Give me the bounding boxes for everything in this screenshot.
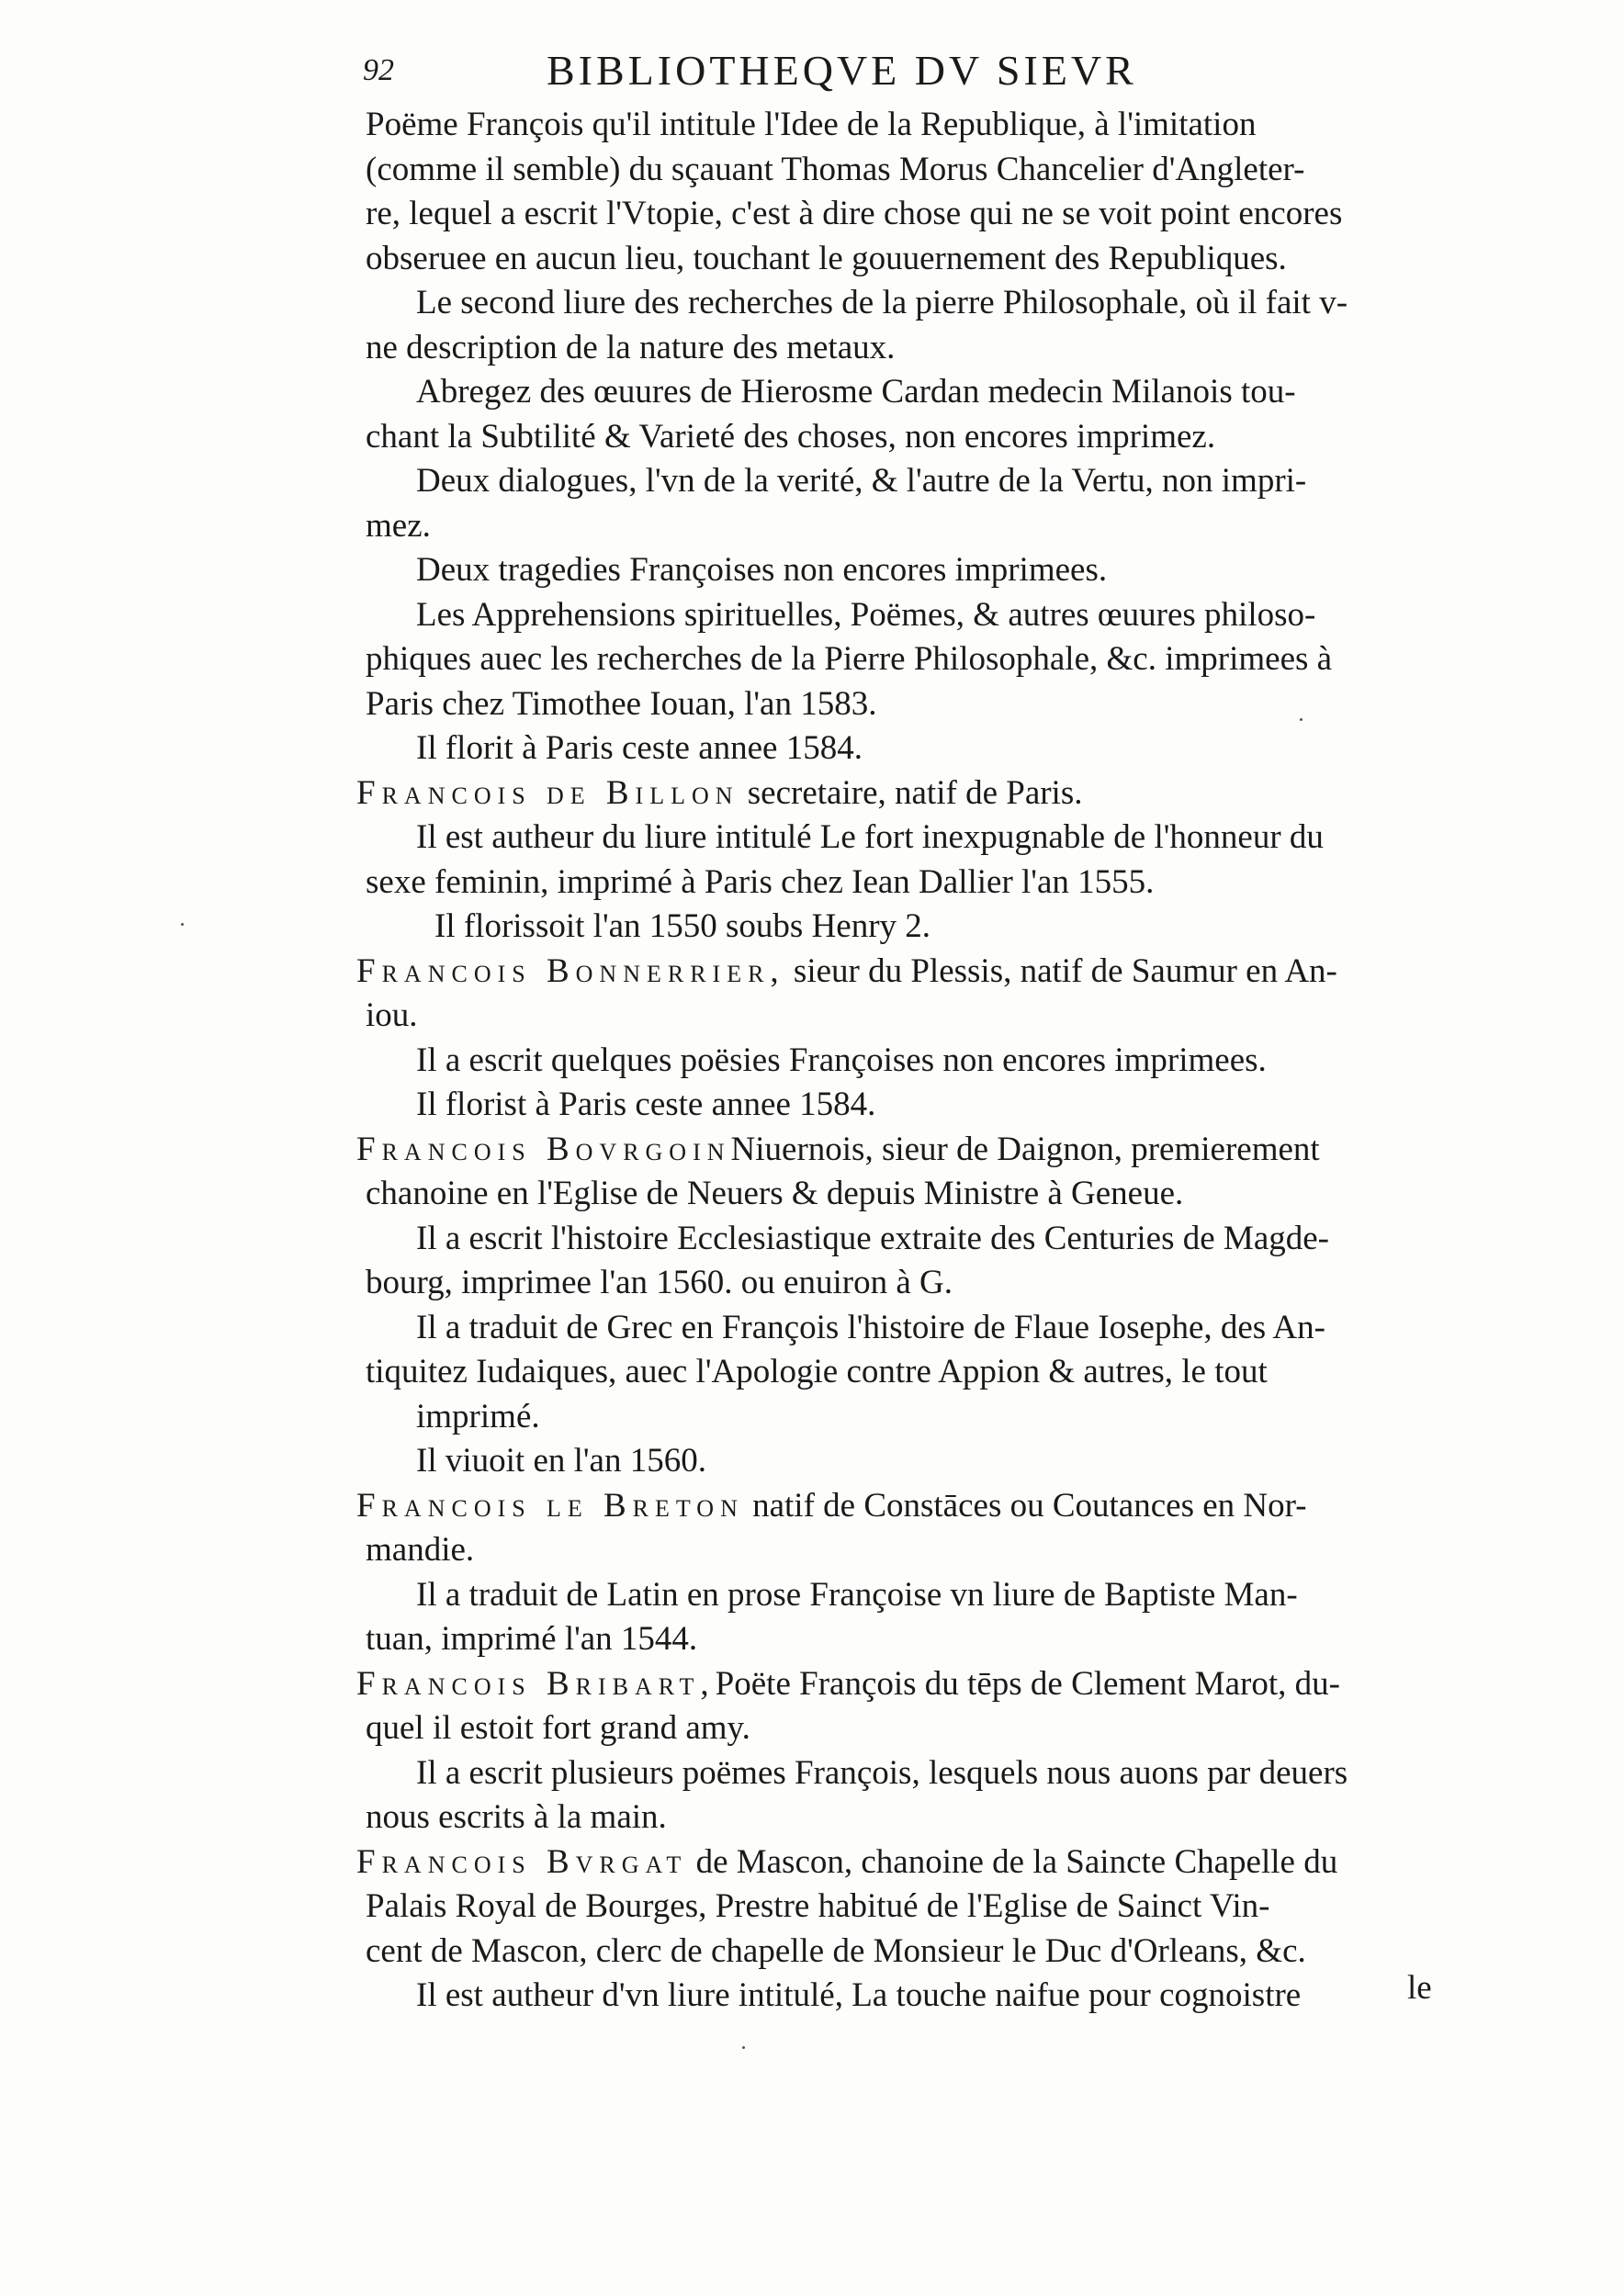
text-line: chant la Subtilité & Varieté des choses, non encores imprimez. <box>366 417 1216 456</box>
author-name: Francois Bribart, <box>356 1664 716 1703</box>
ink-speck <box>181 923 184 926</box>
entry-heading <box>356 771 1433 816</box>
text-line: Il est autheur du liure intitulé Le fort inexpugnable de l'honneur du <box>416 818 1324 856</box>
text-line: Il a traduit de Grec en François l'histoire de Flaue Iosephe, des An- <box>416 1308 1325 1346</box>
text-line: re, lequel a escrit l'Vtopie, c'est à dire chose qui ne se voit point encores <box>366 195 1343 232</box>
entry-heading <box>356 1840 1433 1885</box>
text-line: Les Apprehensions spirituelles, Poëmes, & autres œuures philoso- <box>416 595 1316 634</box>
text-line: Deux dialogues, l'vn de la verité, & l'autre de la Vertu, non impri- <box>416 462 1307 500</box>
text-line: mez. <box>366 506 431 545</box>
running-title: BIBLIOTHEQVE DV SIEVR <box>547 47 1137 94</box>
text-line: Il florist à Paris ceste annee 1584. <box>416 1086 876 1123</box>
text-line: Il a traduit de Latin en prose Françoise vn liure de Baptiste Man- <box>416 1575 1298 1614</box>
author-detail: natif de Saumur en An- <box>1020 951 1337 990</box>
text-line: Il viuoit en l'an 1560. <box>416 1442 706 1480</box>
page-header <box>363 46 1281 101</box>
text-line: cent de Mascon, clerc de chapelle de Monsieur le Duc d'Orleans, &c. <box>366 1931 1306 1970</box>
text-line: Poëme François qu'il intitule l'Idee de la Republique, à l'imitation <box>366 106 1257 143</box>
text-line: iou. <box>366 996 418 1034</box>
author-name: Francois Bovrgoin <box>356 1130 731 1168</box>
text-line: obseruee en aucun lieu, touchant le gouuernement des Republiques. <box>366 239 1287 277</box>
ink-speck <box>742 2046 745 2049</box>
text-line: tuan, imprimé l'an 1544. <box>366 1620 698 1658</box>
text-line: Il a escrit l'histoire Ecclesiastique extraite des Centuries de Magde- <box>416 1219 1329 1257</box>
text-line: quel il estoit fort grand amy. <box>366 1709 750 1747</box>
text-line: Il florissoit l'an 1550 soubs Henry 2. <box>434 907 931 945</box>
text-line: imprimé. <box>416 1397 540 1435</box>
text-line: phiques auec les recherches de la Pierre Philosophale, &c. imprimees à <box>366 640 1333 678</box>
entry-heading <box>356 1128 1433 1173</box>
text-line: Il est autheur d'vn liure intitulé, La touche naifue pour cognoistre <box>416 1976 1302 2014</box>
text-line: Paris chez Timothee Iouan, l'an 1583. <box>366 684 877 723</box>
author-name: Francois Bvrgat <box>356 1842 688 1881</box>
author-detail: sieur du Plessis, <box>784 951 1021 990</box>
author-detail: Poëte François du tēps de Clement Marot, du- <box>715 1664 1340 1703</box>
author-name: Francois Bonnerrier, <box>356 951 785 990</box>
text-line: Il a escrit plusieurs poëmes François, lesquels nous auons par deuers <box>416 1753 1348 1792</box>
entry-heading <box>356 1662 1433 1707</box>
text-line: bourg, imprimee l'an 1560. ou enuiron à G. <box>366 1264 953 1301</box>
author-detail: Niuernois, sieur de Daignon, premierement <box>730 1130 1320 1168</box>
text-line: tiquitez Iudaiques, auec l'Apologie contre Appion & autres, le tout <box>366 1353 1268 1390</box>
text-line: Deux tragedies Françoises non encores imprimees. <box>416 551 1108 589</box>
entry-heading <box>356 1484 1433 1529</box>
author-name: Francois le Breton <box>356 1486 744 1525</box>
entry-heading <box>356 950 1433 995</box>
body-text <box>356 103 1433 2019</box>
text-line: (comme il semble) du sçauant Thomas Morus Chancelier d'Angleter- <box>366 150 1305 188</box>
catchword: le <box>1407 1969 1432 2007</box>
author-detail: secretaire, natif <box>739 773 966 812</box>
text-line: Le second liure des recherches de la pierre Philosophale, où il fait v- <box>416 284 1348 321</box>
text-line: Palais Royal de Bourges, Prestre habitué de l'Eglise de Sainct Vin- <box>366 1887 1270 1925</box>
text-line: Il florit à Paris ceste annee 1584. <box>416 729 863 767</box>
text-line: Abregez des œuures de Hierosme Cardan medecin Milanois tou- <box>416 373 1296 411</box>
text-line: mandie. <box>366 1531 475 1569</box>
author-name: Francois de Billon <box>356 773 739 812</box>
author-detail: de Paris. <box>965 773 1083 812</box>
author-detail: de Mascon, chanoine de la Saincte Chapelle du <box>695 1842 1338 1881</box>
page-number: 92 <box>363 53 394 87</box>
ink-speck <box>1300 718 1303 721</box>
text-line: ne description de la nature des metaux. <box>366 328 896 366</box>
text-line: Il a escrit quelques poësies Françoises non encores imprimees. <box>416 1041 1267 1079</box>
text-line: sexe feminin, imprimé à Paris chez Iean Dallier l'an 1555. <box>366 862 1155 901</box>
text-line: nous escrits à la main. <box>366 1798 667 1836</box>
author-detail: natif de Constāces ou Coutances en Nor- <box>752 1486 1307 1525</box>
text-line: chanoine en l'Eglise de Neuers & depuis Ministre à Geneue. <box>366 1175 1184 1212</box>
